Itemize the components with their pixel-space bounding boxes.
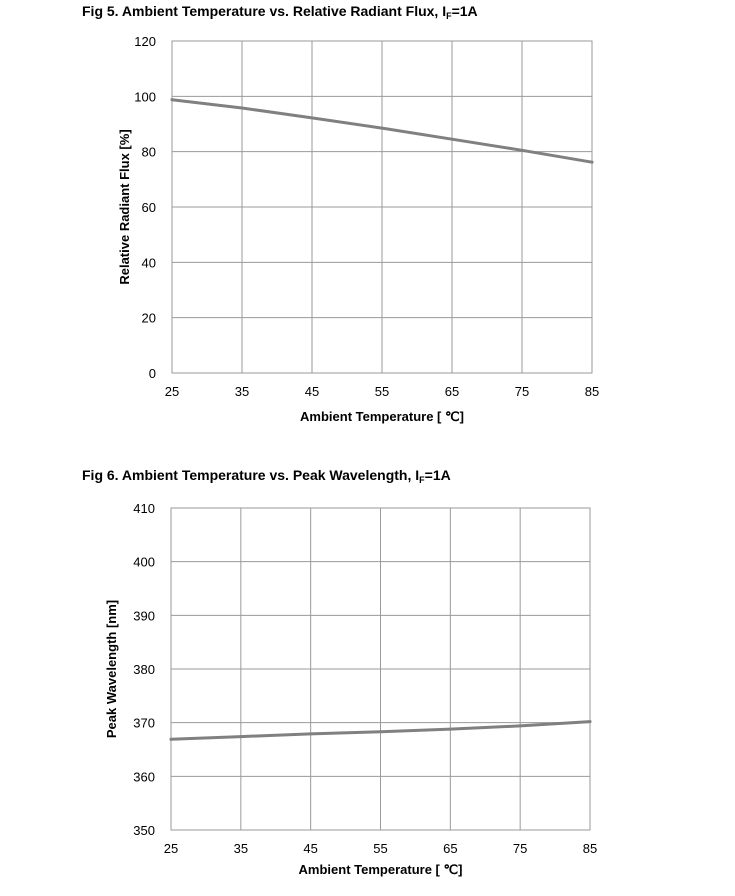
data-point [589, 720, 592, 723]
x-axis-label: Ambient Temperature [ ℃] [298, 862, 463, 877]
chart-title-text: Fig 5. Ambient Temperature vs. Relative Radiant Flux, I [82, 3, 447, 19]
data-point [239, 735, 242, 738]
x-tick-label: 35 [233, 841, 249, 856]
y-tick-label: 20 [141, 310, 156, 326]
chart-title-text: Fig 6. Ambient Temperature vs. Peak Wavelength, I [82, 467, 420, 483]
data-point [309, 732, 312, 735]
y-tick-label: 0 [148, 366, 156, 381]
x-tick-label: 55 [374, 384, 390, 399]
x-tick-label: 25 [164, 384, 180, 399]
y-axis-label: Peak Wavelength [nm] [104, 599, 119, 739]
x-axis-label: Ambient Temperature [ ℃] [300, 409, 464, 424]
y-tick-label: 390 [133, 608, 155, 624]
x-tick-label: 35 [234, 384, 250, 399]
y-tick-label: 80 [141, 144, 156, 160]
data-point [519, 724, 522, 727]
x-tick-label: 75 [514, 384, 530, 399]
chart-title-suffix: =1A [451, 3, 478, 19]
y-tick-label: 100 [134, 89, 156, 105]
data-point [170, 738, 173, 741]
x-tick-label: 45 [303, 841, 318, 856]
y-tick-label: 400 [133, 554, 155, 570]
y-tick-label: 360 [133, 769, 155, 785]
chart-title-suffix: =1A [424, 467, 451, 483]
x-tick-label: 65 [443, 841, 458, 856]
x-tick-label: 65 [444, 384, 460, 399]
data-point [449, 728, 452, 731]
x-tick-label: 45 [304, 384, 320, 399]
y-tick-label: 350 [133, 823, 155, 838]
x-tick-label: 85 [582, 841, 598, 856]
x-tick-label: 85 [584, 384, 600, 399]
y-tick-label: 40 [141, 255, 156, 271]
y-tick-label: 60 [141, 200, 156, 215]
y-tick-label: 410 [133, 501, 155, 516]
x-tick-label: 75 [512, 841, 528, 856]
x-tick-label: 55 [373, 841, 388, 856]
chart-title-subscript: F [446, 11, 452, 21]
data-point [379, 730, 382, 733]
y-tick-label: 120 [134, 34, 156, 49]
y-axis-label: Relative Radiant Flux [%] [117, 129, 132, 285]
chart-title-subscript: F [419, 475, 425, 485]
x-tick-label: 25 [163, 841, 179, 856]
y-tick-label: 370 [133, 715, 155, 731]
y-tick-label: 380 [133, 662, 155, 677]
